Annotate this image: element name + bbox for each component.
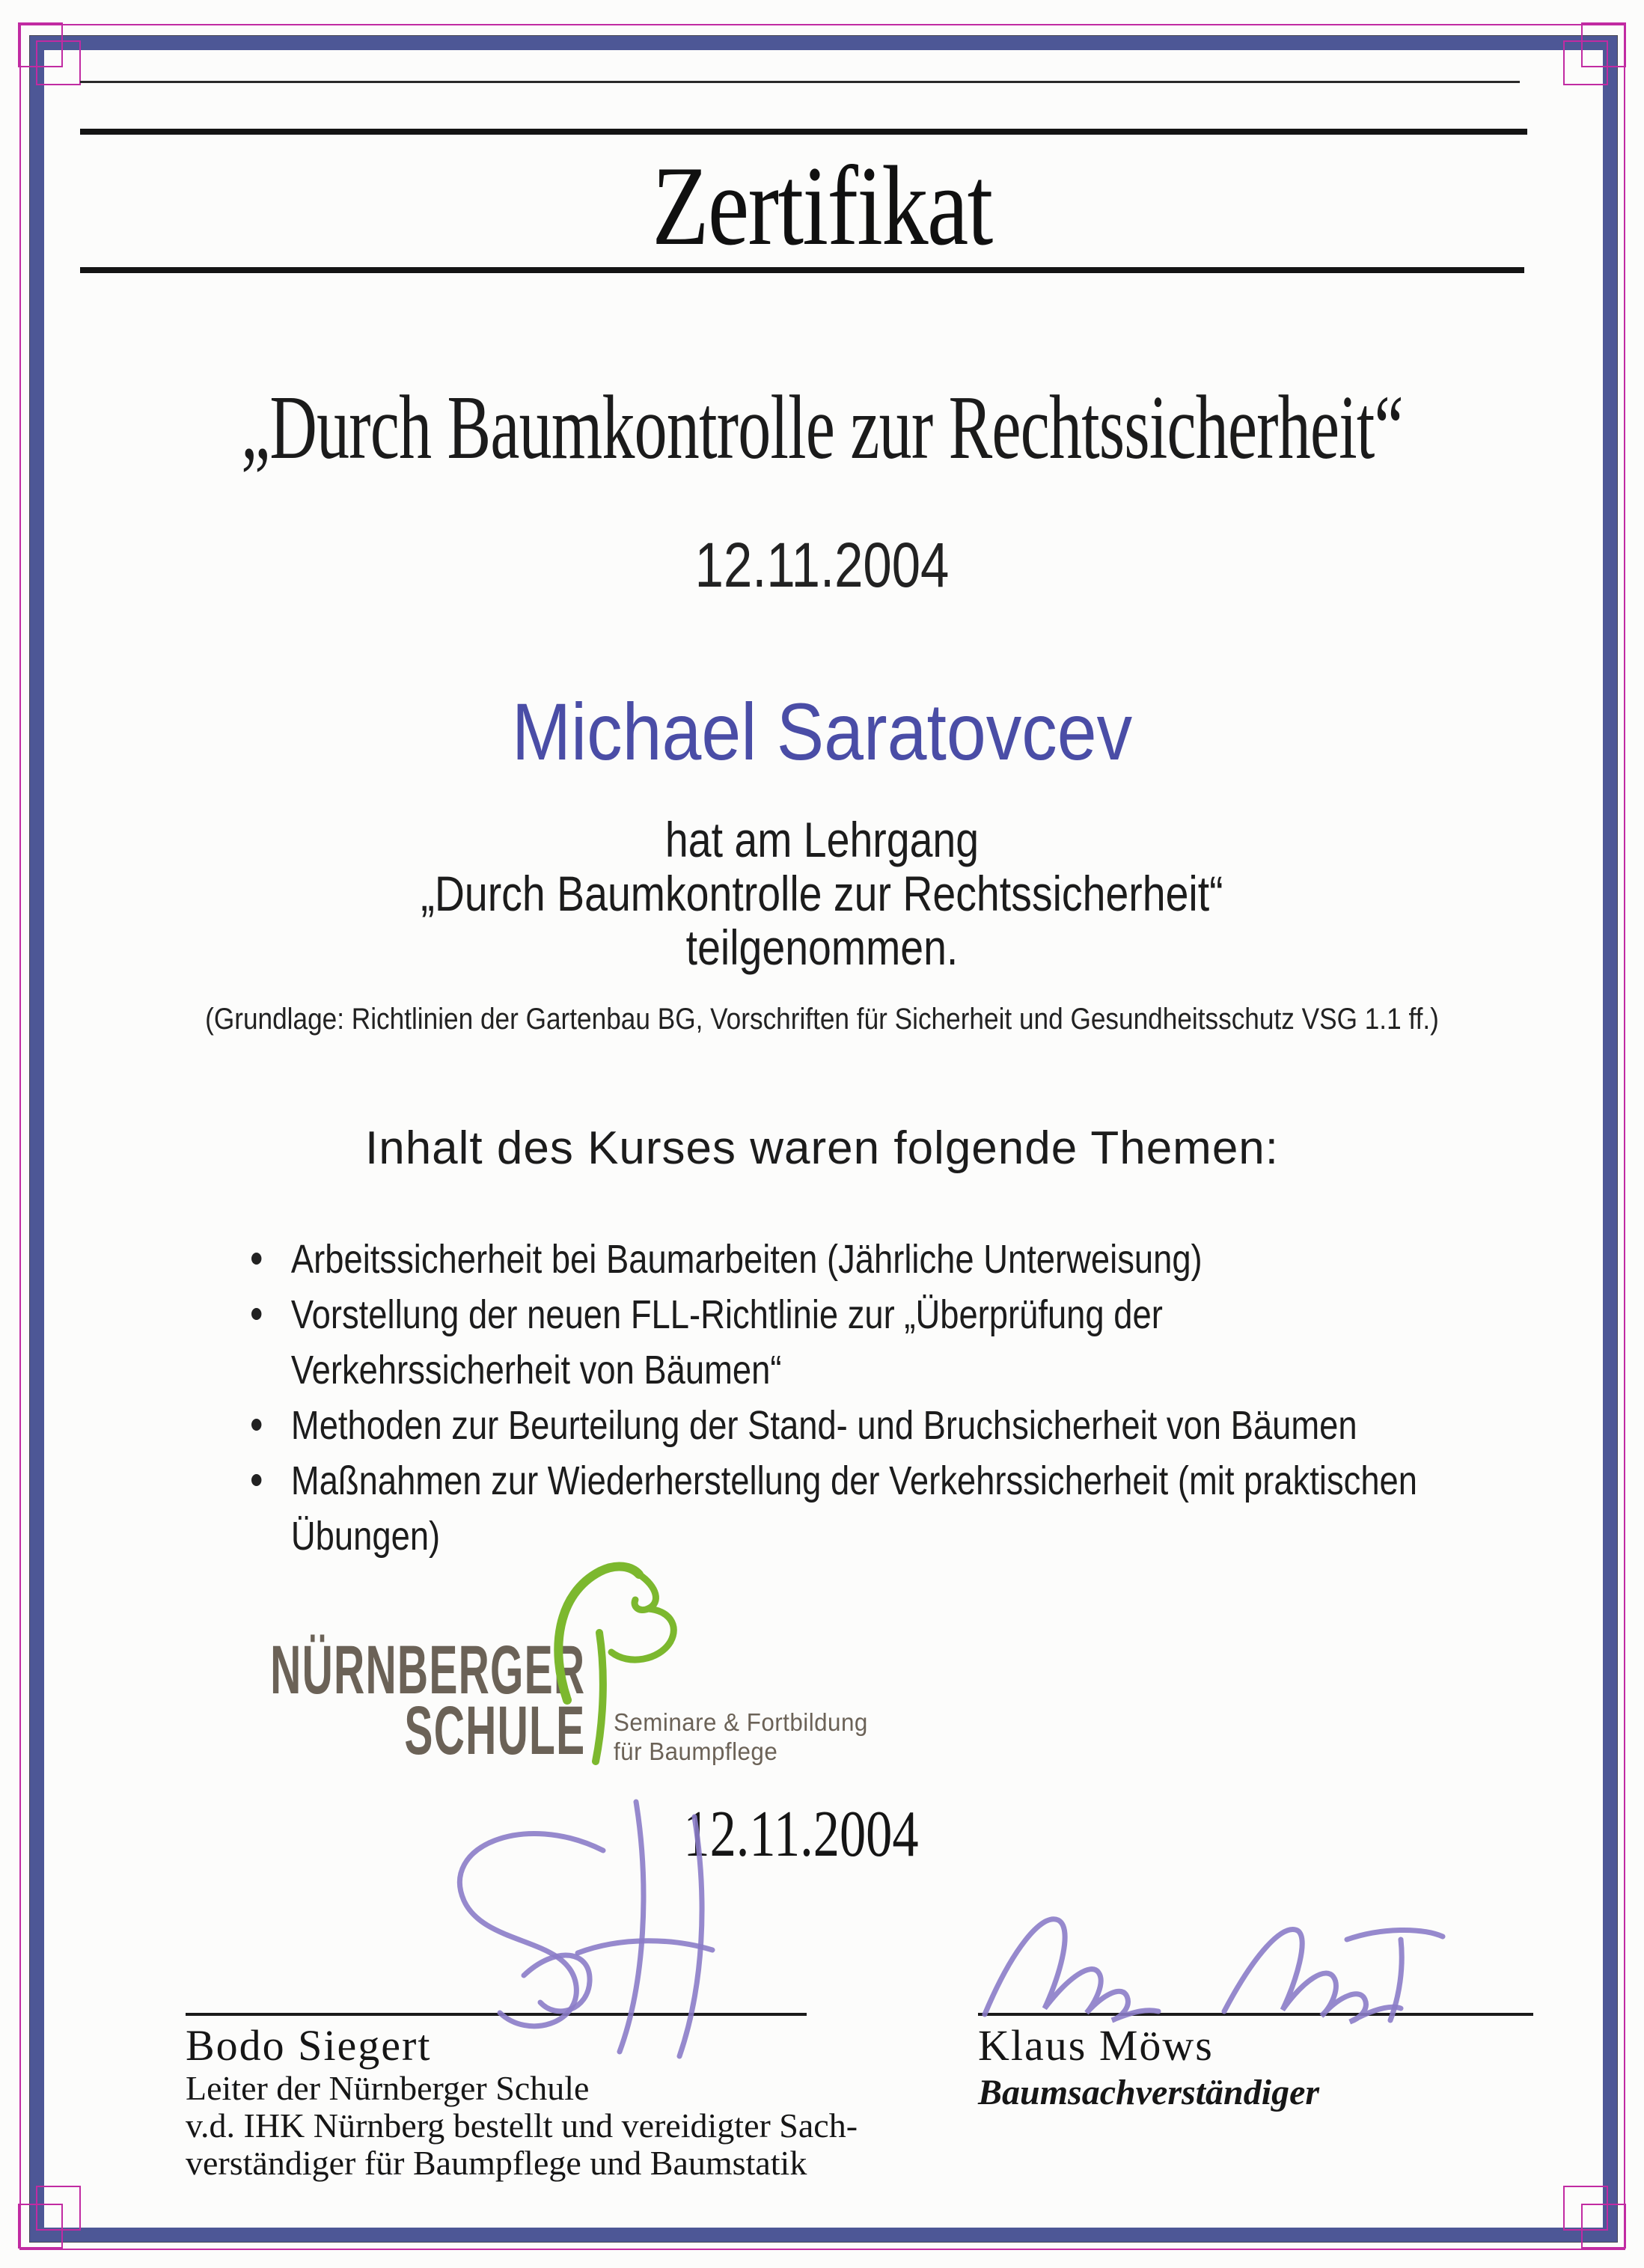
basis-note: (Grundlage: Richtlinien der Gartenbau BG, Vorschriften für Sicherheit und Gesundheitsschutz VSG 1.1 ff.) xyxy=(205,1003,1439,1036)
signature-line-left xyxy=(186,2013,807,2016)
participation-statement xyxy=(132,813,1512,974)
logo-tagline xyxy=(614,1708,868,1766)
contents-heading: Inhalt des Kurses waren folgende Themen: xyxy=(364,1122,1280,1174)
topic-item xyxy=(251,1398,1446,1453)
topic-line: Methoden zur Beurteilung der Stand- und Bruchsicherheit von Bäumen xyxy=(290,1403,1357,1448)
bullet-icon xyxy=(251,1419,261,1431)
signer-left-role-1: Leiter der Nürnberger Schule xyxy=(186,2069,590,2107)
statement-line-3: teilgenommen. xyxy=(685,920,959,975)
corner-ornament-bottom-left xyxy=(18,2171,96,2249)
signer-left-role-3: verständiger für Baumpflege und Baumstatik xyxy=(186,2144,807,2182)
signer-right-role: Baumsachverständiger xyxy=(978,2073,1320,2112)
participant-name: Michael Saratovcev xyxy=(511,686,1133,777)
signer-left-name: Bodo Siegert xyxy=(186,2021,432,2070)
topic-line: Maßnahmen zur Wiederherstellung der Verkehrssicherheit (mit praktischen xyxy=(290,1458,1418,1503)
bullet-icon xyxy=(251,1474,261,1486)
signer-left-role-2: v.d. IHK Nürnberg bestellt und vereidigter Sach- xyxy=(186,2106,858,2145)
topic-line: Übungen) xyxy=(290,1514,441,1559)
corner-ornament-top-right xyxy=(1548,22,1626,100)
topic-line: Verkehrssicherheit von Bäumen“ xyxy=(290,1348,782,1393)
signer-right-name: Klaus Möws xyxy=(978,2021,1214,2070)
logo-tagline-line-2: für Baumpflege xyxy=(614,1737,778,1765)
topic-item xyxy=(251,1287,1446,1398)
topic-list xyxy=(251,1232,1446,1564)
topic-line: Arbeitssicherheit bei Baumarbeiten (Jährliche Unterweisung) xyxy=(290,1237,1203,1282)
logo-tagline-line-1: Seminare & Fortbildung xyxy=(614,1708,868,1736)
topic-item xyxy=(251,1453,1446,1564)
topic-item xyxy=(251,1232,1446,1287)
course-title: „Durch Baumkontrolle zur Rechtssicherheit“ xyxy=(241,377,1403,478)
logo-name-line-2: SCHULE xyxy=(404,1693,585,1769)
logo-name-line-1: NÜRNBERGER xyxy=(269,1632,585,1708)
bullet-icon xyxy=(251,1253,261,1265)
top-thin-rule xyxy=(80,81,1520,83)
logo-wordmark xyxy=(269,1632,585,1769)
signature-line-right xyxy=(978,2013,1533,2016)
topic-line: Vorstellung der neuen FLL-Richtlinie zur „Überprüfung der xyxy=(290,1292,1163,1337)
course-date: 12.11.2004 xyxy=(694,530,950,600)
statement-line-2: „Durch Baumkontrolle zur Rechtssicherheit“ xyxy=(421,866,1223,921)
corner-ornament-top-left xyxy=(18,22,96,100)
bullet-icon xyxy=(251,1308,261,1320)
signer-left-block xyxy=(186,2022,858,2182)
signer-right-block xyxy=(978,2022,1319,2113)
page-title: Zertifikat xyxy=(652,143,992,269)
signature-right-ink xyxy=(985,1919,1443,2022)
title-upper-rule xyxy=(80,129,1527,135)
statement-line-1: hat am Lehrgang xyxy=(664,812,980,867)
issue-date: 12.11.2004 xyxy=(683,1798,919,1871)
corner-ornament-bottom-right xyxy=(1548,2171,1626,2249)
